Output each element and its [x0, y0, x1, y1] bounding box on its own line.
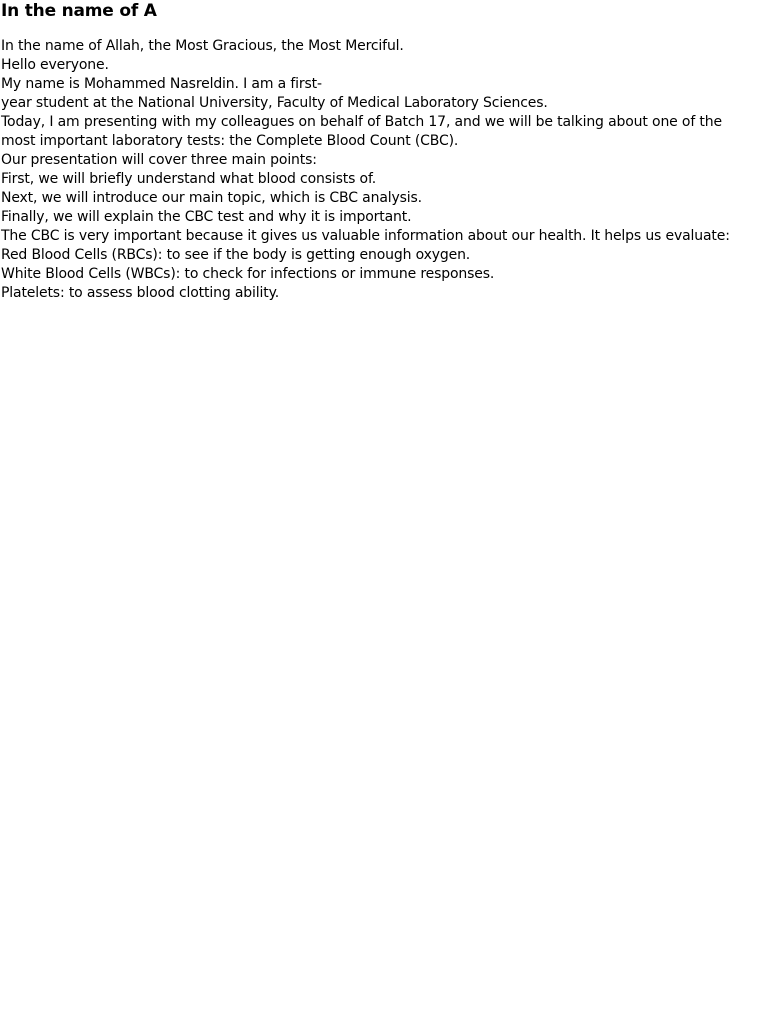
text-line: First, we will briefly understand what blood consists of.	[1, 171, 377, 187]
document-title: In the name of A	[1, 1, 157, 21]
document-body	[1, 37, 767, 303]
text-line: My name is Mohammed Nasreldin. I am a first-	[1, 76, 322, 92]
text-line: Hello everyone.	[1, 57, 109, 73]
text-line: Our presentation will cover three main points:	[1, 152, 317, 168]
text-line: Red Blood Cells (RBCs): to see if the body is getting enough oxygen.	[1, 247, 471, 263]
text-line: Finally, we will explain the CBC test and why it is important.	[1, 209, 412, 225]
text-line: The CBC is very important because it gives us valuable information about our health. It helps us evaluate:	[1, 228, 730, 244]
text-line: In the name of Allah, the Most Gracious, the Most Merciful.	[1, 38, 404, 54]
document-page	[1, 0, 767, 303]
text-line: Next, we will introduce our main topic, which is CBC analysis.	[1, 190, 422, 206]
text-line: most important laboratory tests: the Complete Blood Count (CBC).	[1, 133, 459, 149]
text-line: White Blood Cells (WBCs): to check for infections or immune responses.	[1, 266, 495, 282]
text-line: year student at the National University, Faculty of Medical Laboratory Sciences.	[1, 95, 548, 111]
text-line: Platelets: to assess blood clotting ability.	[1, 285, 280, 301]
text-line: Today, I am presenting with my colleagues on behalf of Batch 17, and we will be talking about one of the	[1, 114, 722, 130]
